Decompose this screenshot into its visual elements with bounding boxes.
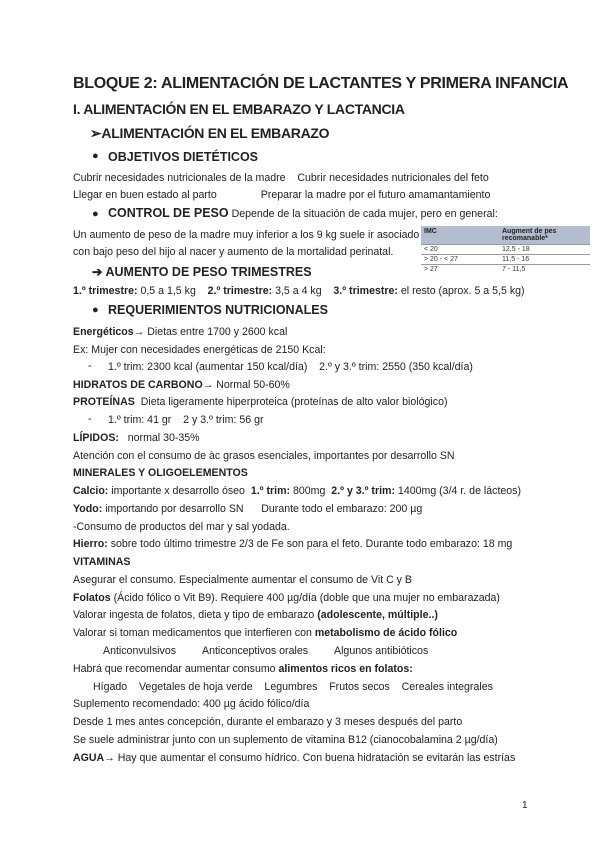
suplemento-b12: Se suele administrar junto con un suplemento de vitamina B12 (cianocobalamina 2 µg/día): [73, 734, 498, 746]
dash-marker: -: [88, 360, 92, 372]
dash-marker: -: [88, 413, 92, 425]
bullet-icon: ●: [92, 150, 99, 162]
imc-weight-table: [421, 226, 590, 274]
table-row: > 20 - < 27 11,5 - 16: [421, 255, 590, 265]
control-text-2: con bajo peso del hijo al nacer y aumento de la mortalidad perinatal.: [73, 246, 394, 258]
section-heading: I. ALIMENTACIÓN EN EL EMBARAZO Y LACTANCIA: [73, 101, 405, 117]
objetivos-heading: OBJETIVOS DIETÉTICOS: [108, 150, 259, 164]
table-row: > 27 7 - 11,5: [421, 265, 590, 275]
page-number: 1: [522, 800, 528, 811]
proteinas-line: PROTEÍNAS Dieta ligeramente hiperproteica (proteínas de alto valor biológico): [73, 396, 448, 408]
yodo-note: -Consumo de productos del mar y sal yodada.: [73, 521, 290, 533]
proteinas-detail: 1.º trim: 41 gr 2 y 3.º trim: 56 gr: [108, 414, 264, 426]
table-row: < 20 12,5 - 18: [421, 245, 590, 255]
aumento-line: 1.º trimestre: 0,5 a 1,5 kg 2.º trimestre: 3,5 a 4 kg 3.º trimestre: el resto (aprox. 5 a 5,5 kg): [73, 285, 525, 297]
bullet-icon: ●: [92, 208, 99, 220]
objetivo-line-2: Llegar en buen estado al parto Preparar la madre por el futuro amamantamiento: [73, 189, 491, 201]
vitaminas-text: Asegurar el consumo. Especialmente aumentar el consumo de Vit C y B: [73, 574, 412, 586]
energeticos-example: Ex: Mujer con necesidades energéticas de 2150 Kcal:: [73, 344, 326, 356]
subsection-heading: ➢ALIMENTACIÓN EN EL EMBARAZO: [90, 125, 330, 141]
hierro-line: Hierro: sobre todo último trimestre 2/3 de Fe son para el feto. Durante todo embarazo: 18 mg: [73, 538, 513, 550]
bullet-icon: ●: [92, 304, 99, 316]
folatos-valorar: Valorar ingesta de folatos, dieta y tipo de embarazo (adolescente, múltiple..): [73, 609, 438, 621]
medicamentos-list: Anticonvulsivos Anticonceptivos orales Algunos antibióticos: [103, 645, 429, 657]
requerimientos-heading: REQUERIMIENTOS NUTRICIONALES: [108, 303, 328, 317]
control-text-1: Un aumento de peso de la madre muy inferior a los 9 kg suele ir asociado: [73, 229, 420, 241]
yodo-line: Yodo: importando por desarrollo SN Durante todo el embarazo: 200 µg: [73, 503, 423, 515]
calcio-line: Calcio: importante x desarrollo óseo 1.º trim: 800mg 2.º y 3.º trim: 1400mg (3/4 r. de lácteos): [73, 485, 521, 497]
recomendacion-line: Habrá que recomendar aumentar consumo alimentos ricos en folatos:: [73, 663, 413, 675]
agua-line: AGUA→ Hay que aumentar el consumo hídrico. Con buena hidratación se evitarán las estrías: [73, 752, 516, 764]
minerales-heading: MINERALES Y OLIGOELEMENTOS: [73, 467, 248, 479]
suplemento-timing: Desde 1 mes antes concepción, durante el embarazo y 3 meses después del parto: [73, 716, 463, 728]
suplemento-line: Suplemento recomendado: 400 µg ácido fólico/día: [73, 698, 310, 710]
control-line: CONTROL DE PESO Depende de la situación de cada mujer, pero en general:: [108, 206, 498, 220]
objetivo-line-1: Cubrir necesidades nutricionales de la madre Cubrir necesidades nutricionales del feto: [73, 172, 489, 184]
energeticos-example-detail: 1.º trim: 2300 kcal (aumentar 150 kcal/día) 2.º y 3.º trim: 2550 (350 kcal/día): [108, 361, 473, 373]
aumento-heading: ➔ AUMENTO DE PESO TRIMESTRES: [92, 265, 312, 279]
gain-col-header: Augment de pes recomanable*: [499, 226, 590, 245]
lipidos-note: Atención con el consumo de àc grasos esenciales, importantes por desarrollo SN: [73, 450, 455, 462]
document-title: BLOQUE 2: ALIMENTACIÓN DE LACTANTES Y PRIMERA INFANCIA: [73, 75, 569, 92]
lipidos-line: LÍPIDOS: normal 30-35%: [73, 432, 200, 444]
foods-list: Hígado Vegetales de hoja verde Legumbres Frutos secos Cereales integrales: [93, 681, 493, 693]
hidratos-line: HIDRATOS DE CARBONO→ Normal 50-60%: [73, 379, 290, 391]
folatos-medicamentos: Valorar si toman medicamentos que interfieren con metabolismo de ácido fólico: [73, 627, 458, 639]
folatos-line: Folatos (Ácido fólico o Vit B9). Requiere 400 µg/día (doble que una mujer no embarazada): [73, 592, 500, 604]
vitaminas-heading: VITAMINAS: [73, 556, 131, 568]
imc-col-header: IMC: [421, 226, 499, 245]
energeticos-line: Energéticos→ Dietas entre 1700 y 2600 kcal: [73, 326, 288, 338]
